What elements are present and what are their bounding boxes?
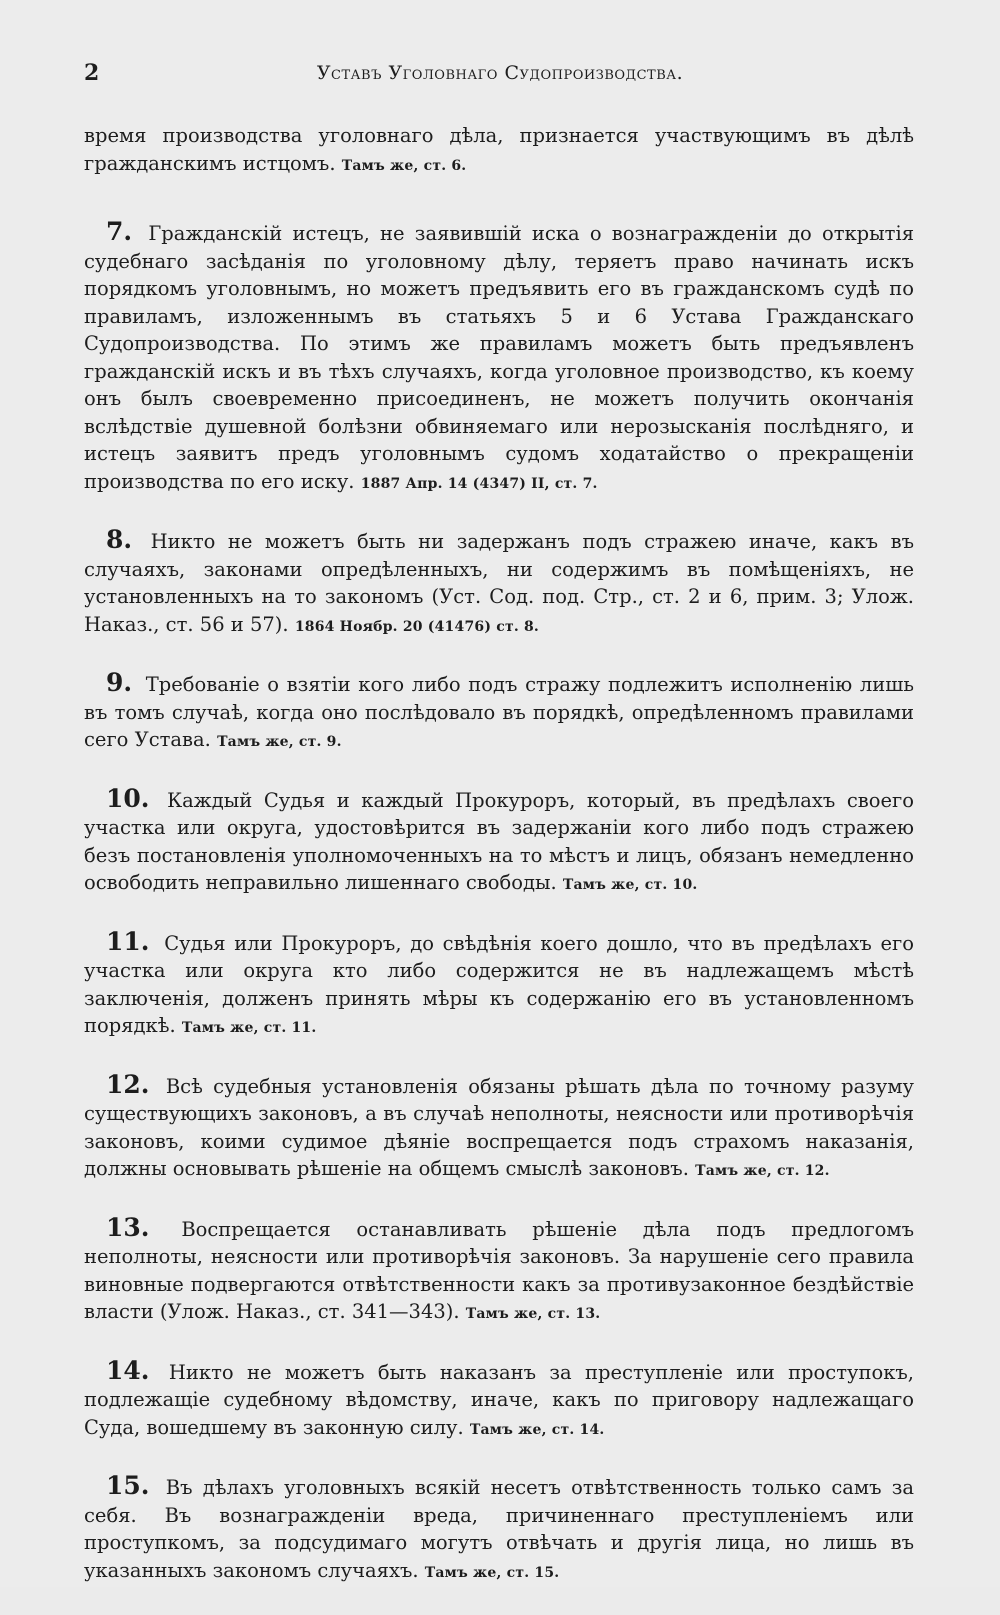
article-number: 14.: [106, 1355, 150, 1385]
running-head: [84, 60, 916, 90]
citation: Тамъ же, ст. 13.: [465, 1306, 601, 1322]
article-text: Судья или Прокуроръ, до свѣдѣнія коего дошло, что въ предѣлахъ его участка или округа кто либо содержится не въ надлежащемъ мѣстѣ заключенія, долженъ принять мѣры къ содержанію его въ установленномъ порядкѣ.: [84, 931, 915, 1037]
article-text: Никто не можетъ быть наказанъ за преступленіе или проступокъ, подлежащіе судебному вѣдомству, иначе, какъ по приговору надлежащаго Суда, вошедшему въ законную силу.: [84, 1360, 914, 1439]
article-9: [84, 669, 914, 757]
citation: Тамъ же, ст. 14.: [469, 1421, 605, 1438]
article-number: 12.: [106, 1069, 150, 1099]
citation: 1864 Ноябр. 20 (41476) ст. 8.: [294, 618, 539, 635]
article-14: [84, 1357, 914, 1445]
article-text: Каждый Судья и каждый Прокуроръ, который, въ предѣлахъ своего участка или округа, удостовѣрится въ задержаніи кого либо подъ стражею безъ постановленія уполномоченныхъ на то мѣстъ и лицъ, обязанъ немедленно освободить неправильно лишеннаго свободы.: [84, 788, 914, 894]
citation: Тамъ же, ст. 6.: [341, 157, 467, 174]
citation: 1887 Апр. 14 (4347) II, ст. 7.: [360, 475, 598, 492]
article-text: Никто не можетъ быть ни задержанъ подъ стражею иначе, какъ въ случаяхъ, законами опредѣленныхъ, ни содержимъ въ помѣщеніяхъ, не установленныхъ на то закономъ (Уст. Сод. под. Стр., ст. 2 и 6, прим. 3; Улож. Наказ., ст. 56 и 57).: [84, 530, 914, 636]
continuation-paragraph: [84, 122, 914, 180]
paragraph-text: время производства уголовнаго дѣла, признается участвующимъ въ дѣлѣ гражданскимъ истцомъ.: [84, 124, 914, 175]
article-text: Гражданскій истецъ, не заявившій иска о вознагражденіи до открытія судебнаго засѣданія по уголовному дѣлу, теряетъ право начинать искъ порядкомъ уголовнымъ, но можетъ предъявить его въ гражданскомъ судѣ по правиламъ, изложеннымъ въ статьяхъ 5 и 6 Устава Гражданскаго Судопроизводства. По этимъ же правиламъ можетъ быть предъявленъ гражданскій искъ и въ тѣхъ случаяхъ, когда уголовное производство, къ коему онъ былъ своевременно присоединенъ, не можетъ получить окончанія вслѣдствіе душевной болѣзни обвиняемаго или нерозысканія послѣдняго, и истецъ заявитъ предъ уголовнымъ судомъ ходатайство о прекращеніи производства по его иску.: [84, 222, 914, 493]
article-7: [84, 218, 914, 498]
article-12: [84, 1071, 914, 1186]
article-13: [84, 1214, 914, 1329]
article-text: Въ дѣлахъ уголовныхъ всякій несетъ отвѣтственность только самъ за себя. Въ вознагражденіи вреда, причиненнаго преступленіемъ или проступкомъ, за подсудимаго могутъ отвѣчать и другія лица, но лишь въ указанныхъ закономъ случаяхъ.: [84, 1476, 915, 1582]
article-number: 8.: [106, 525, 133, 554]
article-11: [84, 928, 914, 1043]
body-text: [84, 122, 914, 1615]
article-number: 11.: [106, 926, 150, 956]
citation: Тамъ же, ст. 15.: [424, 1564, 560, 1581]
article-text: Всѣ судебныя установленія обязаны рѣшать дѣла по точному разуму существующихъ законовъ, а въ случаѣ неполноты, неясности или противорѣчія законовъ, коими судимое дѣяніе воспрещается подъ страхомъ наказанія, должны основывать рѣшеніе на общемъ смыслѣ законовъ.: [84, 1074, 915, 1180]
article-number: 7.: [106, 217, 133, 246]
page-number: 2: [84, 60, 100, 86]
citation: Тамъ же, ст. 11.: [181, 1020, 317, 1036]
citation: Тамъ же, ст. 9.: [217, 734, 342, 750]
article-15: [84, 1472, 914, 1587]
citation: Тамъ же, ст. 10.: [562, 877, 698, 893]
running-title: Уставъ Уголовнаго Судопроизводства.: [316, 62, 684, 84]
article-number: 9.: [106, 668, 133, 697]
article-number: 13.: [106, 1212, 150, 1242]
article-number: 10.: [106, 783, 150, 813]
citation: Тамъ же, ст. 12.: [695, 1163, 830, 1179]
article-number: 15.: [106, 1471, 150, 1500]
article-10: [84, 785, 914, 900]
article-text: Требованіе о взятіи кого либо подъ стражу подлежитъ исполненію лишь въ томъ случаѣ, когда оно послѣдовало въ порядкѣ, опредѣленномъ правилами сего Устава.: [84, 673, 914, 751]
article-text: Воспрещается останавливать рѣшеніе дѣла подъ предлогомъ неполноты, неясности или противорѣчія законовъ. За нарушеніе сего правила виновные подвергаются отвѣтственности какъ за противузаконное бездѣйствіе власти (Улож. Наказ., ст. 341—343).: [84, 1217, 914, 1323]
article-8: [84, 526, 914, 641]
